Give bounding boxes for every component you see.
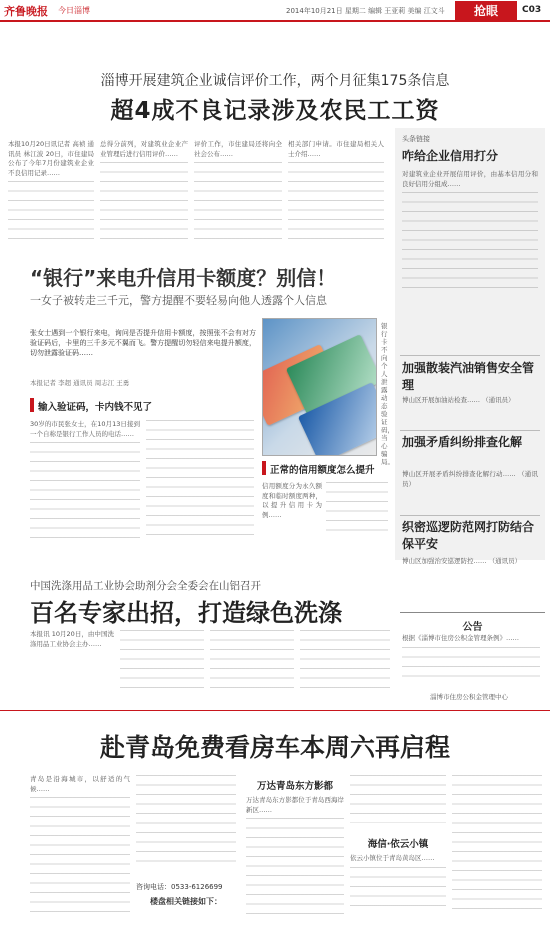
expert-kicker: 中国洗涤用品工业协会助剂分会全委会在山铝召开 — [30, 580, 261, 592]
card-sub-body-text: 30岁的市民张女士，在10月13日接到一个自称是银行工作人员的电话…… — [30, 420, 140, 438]
lead-body-text2: 总得分前列，对建筑业企业产业管理后进行信用评价…… — [100, 140, 188, 158]
card-body2-col1 — [262, 482, 322, 540]
lead-body-text4: 相关部门申请。市住建局相关人士介绍…… — [288, 140, 384, 158]
lead-body-text: 本报10月20日讯记者 高祯 通讯员 林江波 20日，市住建局公布了今年7月份建筑业企业不良信用记录…… — [8, 140, 94, 177]
sidebar-kicker: 头条链接 — [402, 135, 430, 143]
house-col6 — [452, 775, 542, 917]
expert-headline: 百名专家出招，打造绿色洗涤 — [30, 599, 342, 627]
sidebar-mid-body-text-3: 博山区加强治安巡逻防控…… — [402, 557, 487, 565]
card-subtitle: 输入验证码，卡内钱不见了 — [38, 402, 153, 413]
sidebar-mid-headline-3: 织密巡逻防范网打防结合保平安 — [402, 520, 535, 551]
sidebar-mid-tag-2: （通讯员） — [402, 470, 538, 488]
house-right-body — [350, 854, 446, 918]
sidebar-body — [402, 170, 538, 290]
card-subtitle-bar — [30, 398, 34, 412]
sidebar-divider — [400, 515, 540, 516]
house-right-text: 依云小镇位于青岛黄岛区…… — [350, 854, 435, 862]
sidebar-mid-tag-3: （通讯员） — [488, 557, 522, 565]
lead-body-col1 — [8, 140, 94, 244]
house-mid-title: 万达青岛东方影都 — [256, 781, 333, 792]
expert-body-col3 — [210, 630, 294, 694]
card-body2-text: 信用额度分为永久额度和临时额度两种，以提升信用卡为例…… — [262, 482, 322, 519]
lead-kicker: 淄博开展建筑企业诚信评价工作，两个月征集175条信息 — [100, 73, 450, 89]
sidebar-divider — [400, 430, 540, 431]
expert-body-col2 — [120, 630, 204, 694]
expert-body-col1 — [30, 630, 114, 694]
notice-body — [402, 634, 540, 690]
house-contact: 咨询电话：0533-6126699 — [136, 883, 223, 891]
house-col2 — [136, 775, 236, 865]
house-mid-body — [246, 796, 344, 916]
house-col1-text: 青岛是沿海城市，以舒适的气候…… — [30, 775, 130, 793]
card-subhead: 一女子被转走三千元，警方提醒不要轻易向他人透露个人信息 — [30, 294, 327, 307]
sidebar-body-text: 对建筑业企业开展信用评价，由基本信用分和良好信用分组成…… — [402, 170, 538, 188]
sidebar-mid-headline-2: 加强矛盾纠纷排查化解 — [402, 435, 523, 449]
lead-headline: 超4成不良记录涉及农民工工资 — [110, 98, 440, 124]
card-lead — [30, 328, 256, 372]
card-body-col1 — [30, 420, 140, 538]
date-line: 2014年10月21日 星期二 编辑 王亚莉 美编 江文斗 — [286, 7, 445, 15]
section-tag: 今日淄博 — [58, 6, 90, 15]
house-links-title: 楼盘相关链接如下： — [150, 897, 222, 906]
sidebar-mid-body-3 — [402, 557, 538, 597]
card-body2-col2 — [326, 482, 388, 540]
house-col1 — [30, 775, 130, 915]
sidebar-mid-body-1 — [402, 396, 538, 426]
card-title2-bar — [262, 461, 266, 475]
sidebar-mid-body-text-1: 博山区开展加油站检查…… — [402, 396, 480, 404]
house-col4 — [350, 775, 446, 825]
sidebar-mid-headline-1: 加强散装汽油销售安全管理 — [402, 361, 535, 392]
page-number: C03 — [522, 5, 542, 15]
lead-body-col3 — [194, 140, 282, 244]
brand-label: 抢眼 — [455, 1, 517, 21]
card-lead-text: 张女士遇到一个银行来电，询问是否提升信用卡额度，按照张不会有对方验证码后，卡里的三千多元不翼而飞。警方提醒切勿轻信来电提升额度，切勿泄露验证码…… — [30, 329, 256, 357]
notice-top-rule — [400, 612, 545, 613]
lead-body-col2 — [100, 140, 188, 244]
sidebar-mid-body-2 — [402, 470, 538, 510]
card-byline: 本报记者 李超 通讯员 周志江 王勇 — [30, 379, 130, 387]
expert-body-text: 本报讯 10月20日，由中国洗涤用品工业协会主办…… — [30, 630, 114, 648]
photo-caption: 银行卡不向个人泄露动态验证码，当心骗局。 — [381, 322, 394, 466]
card-headline: “银行”来电升信用卡额度？别信！ — [30, 266, 337, 290]
house-right-title: 海信·依云小镇 — [367, 839, 429, 850]
notice-title: 公告 — [462, 622, 483, 633]
sidebar-mid-body-text-2: 博山区开展矛盾纠纷排查化解行动…… — [402, 470, 516, 478]
sidebar-mid-tag-1: （通讯员） — [482, 396, 515, 404]
house-mid-text: 万达青岛东方影都位于青岛西海岸新区…… — [246, 796, 344, 814]
lead-body-col4 — [288, 140, 384, 244]
notice-body-text: 根据《淄博市住房公积金管理条例》…… — [402, 634, 519, 642]
notice-signature: 淄博市住房公积金管理中心 — [430, 693, 508, 701]
card-photo — [262, 318, 377, 456]
house-headline: 赴青岛免费看房车本周六再启程 — [99, 733, 450, 762]
expert-body-col4 — [300, 630, 390, 694]
section-rule — [0, 710, 550, 711]
card-body-col2 — [146, 420, 254, 538]
sidebar-headline: 咋给企业信用打分 — [402, 149, 499, 163]
card-title2: 正常的信用额度怎么提升 — [270, 465, 375, 476]
paper-logo: 齐鲁晚报 — [4, 5, 48, 18]
lead-body-text3: 评价工作，市住建局还将向全社会公布…… — [194, 140, 282, 158]
sidebar-divider — [400, 355, 540, 356]
